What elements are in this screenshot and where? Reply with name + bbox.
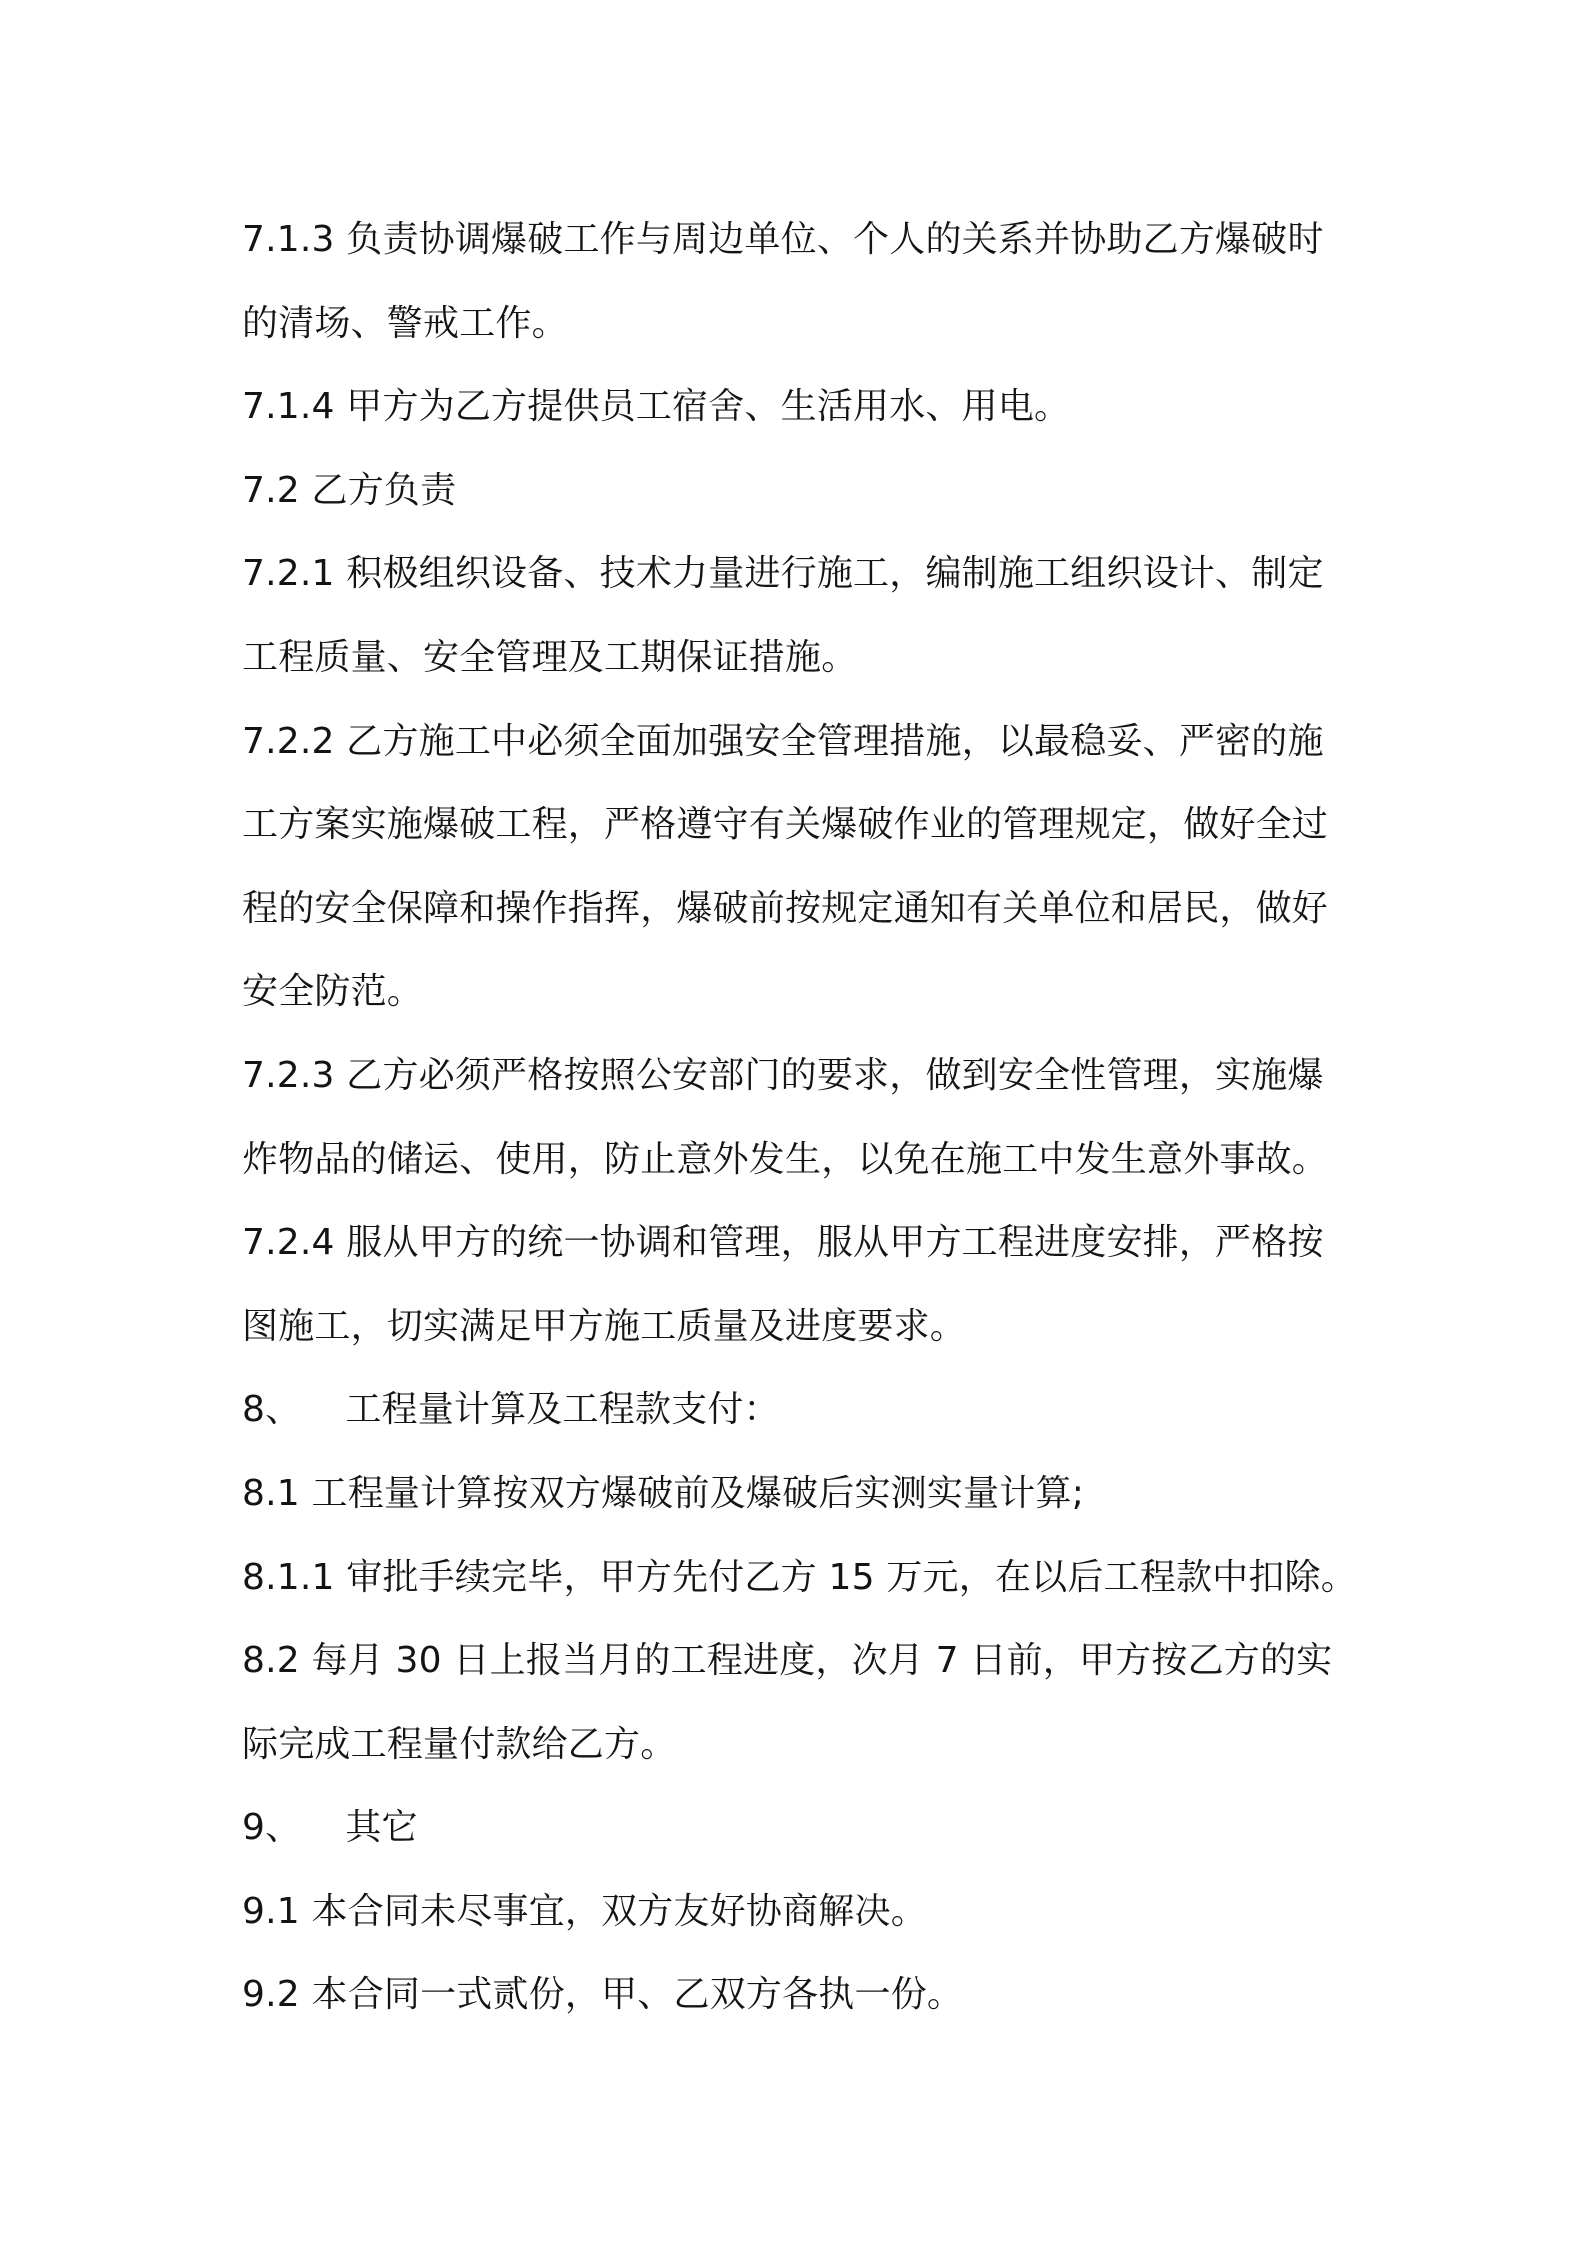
section-number: 9、	[242, 1807, 302, 1849]
text-line: 际完成工程量付款给乙方。	[242, 1723, 677, 1765]
text-line: 7.2.4 服从甲方的统一协调和管理，服从甲方工程进度安排，严格按	[242, 1222, 1324, 1264]
text-line: 7.2.2 乙方施工中必须全面加强安全管理措施，以最稳妥、严密的施	[242, 720, 1324, 762]
text-line: 工程质量、安全管理及工期保证措施。	[242, 636, 858, 678]
text-line: 9.2 本合同一式贰份，甲、乙双方各执一份。	[242, 1974, 964, 2016]
text-line: 7.1.4 甲方为乙方提供员工宿舍、生活用水、用电。	[242, 386, 1071, 428]
text-line: 8.2 每月 30 日上报当月的工程进度，次月 7 日前，甲方按乙方的实	[242, 1640, 1333, 1682]
text-line: 7.2.3 乙方必须严格按照公安部门的要求，做到安全性管理，实施爆	[242, 1054, 1324, 1096]
text-line: 9.1 本合同未尽事宜，双方友好协商解决。	[242, 1890, 927, 1932]
section-heading-9	[242, 1786, 1364, 1870]
section-title: 其它	[345, 1807, 418, 1849]
text-line: 8.1 工程量计算按双方爆破前及爆破后实测实量计算;	[242, 1472, 1085, 1514]
section-title: 工程量计算及工程款支付：	[345, 1389, 780, 1431]
text-line: 7.2.1 积极组织设备、技术力量进行施工，编制施工组织设计、制定	[242, 553, 1324, 595]
text-line: 图施工，切实满足甲方施工质量及进度要求。	[242, 1305, 967, 1347]
text-line: 程的安全保障和操作指挥，爆破前按规定通知有关单位和居民，做好	[242, 887, 1329, 929]
section-heading-8	[242, 1368, 1364, 1452]
text-line: 安全防范。	[242, 971, 424, 1013]
text-line: 8.1.1 审批手续完毕，甲方先付乙方 15 万元，在以后工程款中扣除。	[242, 1556, 1357, 1598]
text-line: 工方案实施爆破工程，严格遵守有关爆破作业的管理规定，做好全过	[242, 804, 1329, 846]
text-line: 7.2 乙方负责	[242, 469, 457, 511]
text-line: 的清场、警戒工作。	[242, 302, 568, 344]
text-line: 炸物品的储运、使用，防止意外发生，以免在施工中发生意外事故。	[242, 1138, 1329, 1180]
contract-text	[242, 198, 1364, 2037]
section-number: 8、	[242, 1389, 302, 1431]
text-line: 7.1.3 负责协调爆破工作与周边单位、个人的关系并协助乙方爆破时	[242, 219, 1324, 260]
